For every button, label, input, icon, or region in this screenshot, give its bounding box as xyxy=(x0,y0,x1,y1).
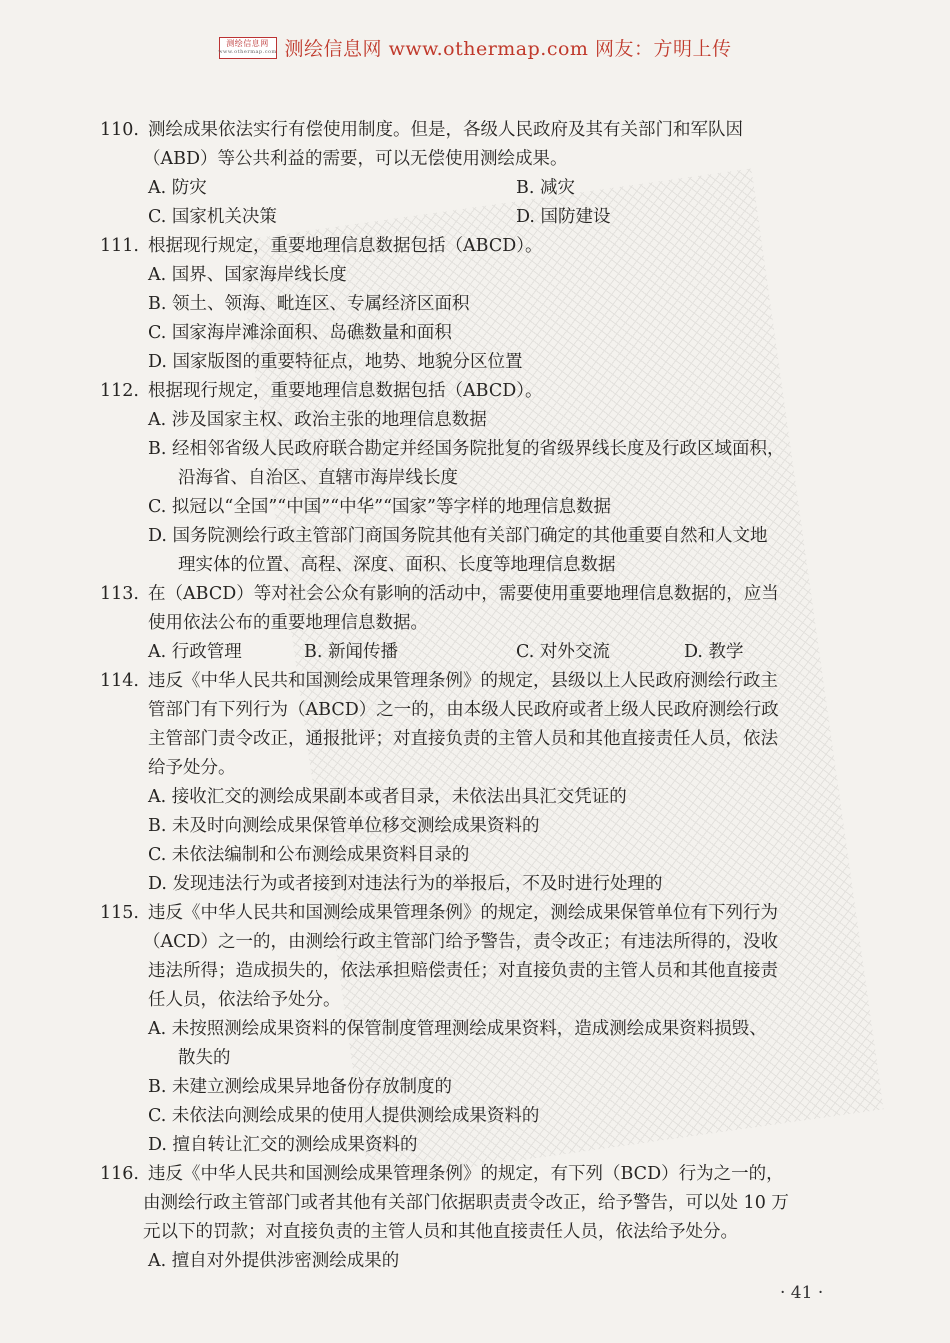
question-number: 113. xyxy=(100,584,139,604)
question-stem-line: （ABD）等公共利益的需要，可以无偿使用测绘成果。 xyxy=(143,149,568,169)
page-number: · 41 · xyxy=(780,1283,824,1303)
question-number: 114. xyxy=(100,671,139,691)
question-stem-line: 违反《中华人民共和国测绘成果管理条例》的规定，有下列（BCD）行为之一的， xyxy=(148,1164,784,1184)
option-a: A. 未按照测绘成果资料的保管制度管理测绘成果资料，造成测绘成果资料损毁、 xyxy=(148,1019,767,1039)
option-b: B. 新闻传播 xyxy=(304,642,398,662)
option-b-continued: 沿海省、自治区、直辖市海岸线长度 xyxy=(178,468,458,488)
question-stem-line: 由测绘行政主管部门或者其他有关部门依据职责责令改正，给予警告，可以处 10 万 xyxy=(143,1193,789,1213)
question-stem-line: 测绘成果依法实行有偿使用制度。但是，各级人民政府及其有关部门和军队因 xyxy=(148,120,743,140)
option-d: D. 国防建设 xyxy=(516,207,611,227)
question-number: 112. xyxy=(100,381,139,401)
question-number: 116. xyxy=(100,1164,139,1184)
option-a: A. 国界、国家海岸线长度 xyxy=(148,265,347,285)
question-stem-line: 根据现行规定，重要地理信息数据包括（ABCD）。 xyxy=(148,236,543,256)
question-number: 111. xyxy=(100,236,139,256)
question-stem-line: 违反《中华人民共和国测绘成果管理条例》的规定，测绘成果保管单位有下列行为 xyxy=(148,903,778,923)
option-a: A. 行政管理 xyxy=(148,642,242,662)
option-b: B. 减灾 xyxy=(516,178,575,198)
question-stem-line: 管部门有下列行为（ABCD）之一的，由本级人民政府或者上级人民政府测绘行政 xyxy=(148,700,779,720)
option-b: B. 未建立测绘成果异地备份存放制度的 xyxy=(148,1077,452,1097)
option-a: A. 接收汇交的测绘成果副本或者目录，未依法出具汇交凭证的 xyxy=(148,787,627,807)
option-c: C. 国家机关决策 xyxy=(148,207,277,227)
question-number: 115. xyxy=(100,903,139,923)
question-stem-line: 任人员，依法给予处分。 xyxy=(148,990,341,1010)
question-stem-line: 给予处分。 xyxy=(148,758,236,778)
option-b: B. 经相邻省级人民政府联合勘定并经国务院批复的省级界线长度及行政区域面积， xyxy=(148,439,785,459)
question-stem-line: 在（ABCD）等对社会公众有影响的活动中，需要使用重要地理信息数据的，应当 xyxy=(148,584,779,604)
option-d-continued: 理实体的位置、高程、深度、面积、长度等地理信息数据 xyxy=(178,555,616,575)
option-c: C. 对外交流 xyxy=(516,642,610,662)
option-d: D. 国家版图的重要特征点，地势、地貌分区位置 xyxy=(148,352,523,372)
site-logo-text: 测绘信息网 xyxy=(226,38,269,48)
option-d: D. 发现违法行为或者接到对违法行为的举报后，不及时进行处理的 xyxy=(148,874,663,894)
header-text: 测绘信息网 www.othermap.com 网友：方明上传 xyxy=(284,38,732,60)
question-stem-line: 元以下的罚款；对直接负责的主管人员和其他直接责任人员，依法给予处分。 xyxy=(143,1222,738,1242)
option-d: D. 教学 xyxy=(684,642,744,662)
option-c: C. 拟冠以“全国”“中国”“中华”“国家”等字样的地理信息数据 xyxy=(148,497,611,517)
option-b: B. 领土、领海、毗连区、专属经济区面积 xyxy=(148,294,470,314)
option-c: C. 未依法向测绘成果的使用人提供测绘成果资料的 xyxy=(148,1106,540,1126)
option-c: C. 国家海岸滩涂面积、岛礁数量和面积 xyxy=(148,323,452,343)
question-stem-line: （ACD）之一的，由测绘行政主管部门给予警告，责令改正；有违法所得的，没收 xyxy=(143,932,779,952)
question-stem-line: 违法所得；造成损失的，依法承担赔偿责任；对直接负责的主管人员和其他直接责 xyxy=(148,961,778,981)
option-d: D. 擅自转让汇交的测绘成果资料的 xyxy=(148,1135,418,1155)
question-number: 110. xyxy=(100,120,139,140)
option-c: C. 未依法编制和公布测绘成果资料目录的 xyxy=(148,845,470,865)
question-stem-line: 违反《中华人民共和国测绘成果管理条例》的规定，县级以上人民政府测绘行政主 xyxy=(148,671,778,691)
page-header xyxy=(0,34,950,61)
option-a-continued: 散失的 xyxy=(178,1048,231,1068)
question-stem-line: 使用依法公布的重要地理信息数据。 xyxy=(148,613,428,633)
option-a: A. 擅自对外提供涉密测绘成果的 xyxy=(148,1251,400,1271)
question-stem-line: 主管部门责令改正，通报批评；对直接负责的主管人员和其他直接责任人员，依法 xyxy=(148,729,778,749)
question-stem-line: 根据现行规定，重要地理信息数据包括（ABCD）。 xyxy=(148,381,543,401)
option-d: D. 国务院测绘行政主管部门商国务院其他有关部门确定的其他重要自然和人文地 xyxy=(148,526,768,546)
option-a: A. 涉及国家主权、政治主张的地理信息数据 xyxy=(148,410,487,430)
option-b: B. 未及时向测绘成果保管单位移交测绘成果资料的 xyxy=(148,816,540,836)
site-logo: 测绘信息网 www.othermap.com xyxy=(219,37,277,59)
option-a: A. 防灾 xyxy=(148,178,207,198)
